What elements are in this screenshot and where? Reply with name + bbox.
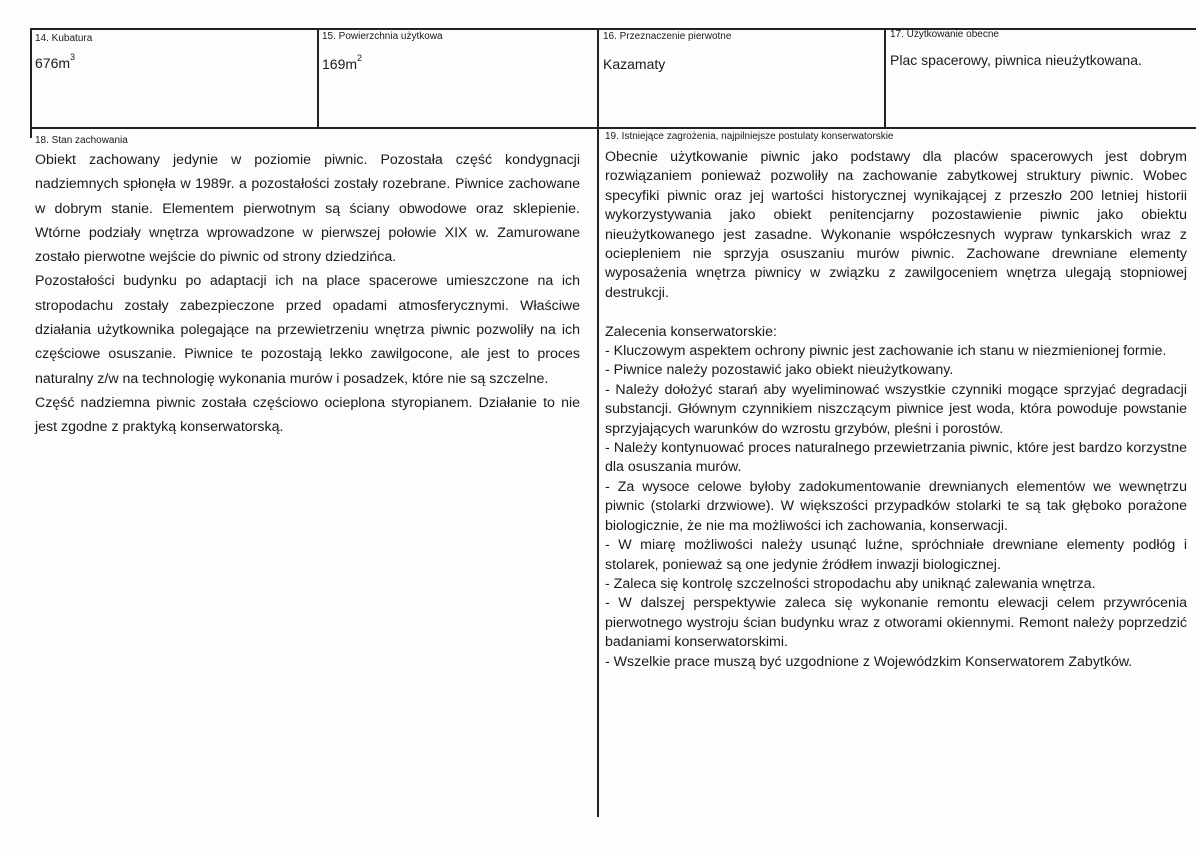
field-14-number: 676m	[35, 55, 71, 71]
section-18-body	[35, 148, 580, 440]
column-divider	[597, 127, 599, 817]
recommendation-item: - Zaleca się kontrolę szczelności stropodachu aby uniknąć zalewania wnętrza.	[605, 575, 1096, 592]
section-18-label: 18. Stan zachowania	[35, 135, 128, 146]
top-border	[30, 28, 1196, 30]
field-14-unit-exponent: 3	[70, 52, 76, 62]
field-16-label: 16. Przeznaczenie pierwotne	[603, 31, 732, 42]
field-16-value: Kazamaty	[603, 56, 666, 72]
field-15-number: 169m	[322, 56, 358, 72]
divider-16-17	[884, 28, 886, 128]
spacer	[605, 303, 1187, 322]
recommendation-item: - Za wysoce celowe byłoby zadokumentowanie drewnianych elementów we wewnętrzu piwnic (stolarki drzwiowe). W większości przypadków stolarki te są tak głęboko porażone biologicznie, że nie ma możliwości ich zachowania, konserwacji.	[605, 478, 1187, 534]
field-14-label: 14. Kubatura	[35, 33, 93, 44]
section-18-paragraph: Część nadziemna piwnic została częściowo ocieplona styropianem. Działanie to nie jest zgodne z praktyką konserwatorską.	[35, 394, 580, 436]
recommendations-list	[605, 342, 1187, 672]
recommendation-item: - Piwnice należy pozostawić jako obiekt nieużytkowany.	[605, 362, 954, 379]
recommendation-item: - W miarę możliwości należy usunąć luźne, spróchniałe drewniane elementy podłóg i stolarek, ponieważ są one jedynie źródłem inwazji biologicznej.	[605, 537, 1187, 573]
recommendation-item: - Kluczowym aspektem ochrony piwnic jest zachowanie ich stanu w niezmienionej formie.	[605, 343, 1167, 360]
left-border	[30, 28, 32, 138]
recommendation-item: - W dalszej perspektywie zaleca się wykonanie remontu elewacji celem przywrócenia pierwotnego wystroju ścian budynku wraz z otworami okiennymi. Remont należy poprzedzić badaniami konserwatorskimi.	[605, 595, 1187, 651]
section-19-label: 19. Istniejące zagrożenia, najpilniejsze postulaty konserwatorskie	[605, 131, 894, 142]
field-14-value	[35, 52, 76, 71]
row-divider	[30, 127, 1196, 129]
recommendation-item: - Wszelkie prace muszą być uzgodnione z Wojewódzkim Konserwatorem Zabytków.	[605, 653, 1133, 670]
section-18-paragraph: Obiekt zachowany jedynie w poziomie piwnic. Pozostała część kondygnacji nadziemnych spłonęła w 1989r. a pozostałości zostały rozebrane. Piwnice zachowane w dobrym stanie. Elementem pierwotnym są ściany obwodowe oraz sklepienie. Wtórne podziały wnętrza wprowadzone w pierwszej połowie XIX w. Zamurowane zostało pierwotne wejście do piwnic od strony dziedzińca.	[35, 152, 580, 266]
section-19-body	[605, 148, 1187, 672]
field-15-label: 15. Powierzchnia użytkowa	[322, 31, 443, 42]
field-17-value: Plac spacerowy, piwnica nieużytkowana.	[890, 52, 1142, 68]
divider-15-16	[597, 28, 599, 128]
divider-14-15	[317, 28, 319, 128]
field-17-label: 17. Użytkowanie obecne	[890, 29, 999, 40]
field-15-unit-exponent: 2	[357, 53, 363, 63]
recommendations-title: Zalecenia konserwatorskie:	[605, 323, 777, 340]
recommendation-item: - Należy kontynuować proces naturalnego przewietrzania piwnic, które jest bardzo korzystne dla osuszania murów.	[605, 440, 1187, 476]
section-18-paragraph: Pozostałości budynku po adaptacji ich na place spacerowe umieszczone na ich stropodachu zostały zabezpieczone przed opadami atmosferycznymi. Właściwe działania użytkownika polegające na przewietrzeniu wnętrza piwnic pozwoliły na ich częściowe osuszanie. Piwnice te pozostają lekko zawilgocone, ale jest to proces naturalny z/w na technologię wykonania murów i posadzek, które nie są szczelne.	[35, 273, 580, 387]
section-19-intro: Obecnie użytkowanie piwnic jako podstawy dla placów spacerowych jest dobrym rozwiązaniem ponieważ pozwoliły na zachowanie zabytkowej struktury piwnic. Wobec specyfiki piwnic oraz jej wartości historycznej wynikającej z przeszło 200 letniej historii wykorzystywania jako obiekt penitencjarny pozostawienie piwnic jako obiektu nieużytkowanego jest zasadne. Wykonanie współczesnych wypraw tynkarskich wraz z ociepleniem nie sprzyja osuszaniu murów piwnic. Zachowane drewniane elementy wyposażenia wnętrza piwnicy w związku z zawilgoceniem wnętrza ulegają stopniowej destrukcji.	[605, 149, 1187, 301]
field-15-value	[322, 53, 363, 72]
recommendation-item: - Należy dołożyć starań aby wyeliminować wszystkie czynniki mogące sprzyjać degradacji substancji. Głównym czynnikiem niszczącym piwnice jest woda, która powoduje powstanie sprzyjających warunków do wzrostu grzybów, pleśni i porostów.	[605, 381, 1187, 437]
